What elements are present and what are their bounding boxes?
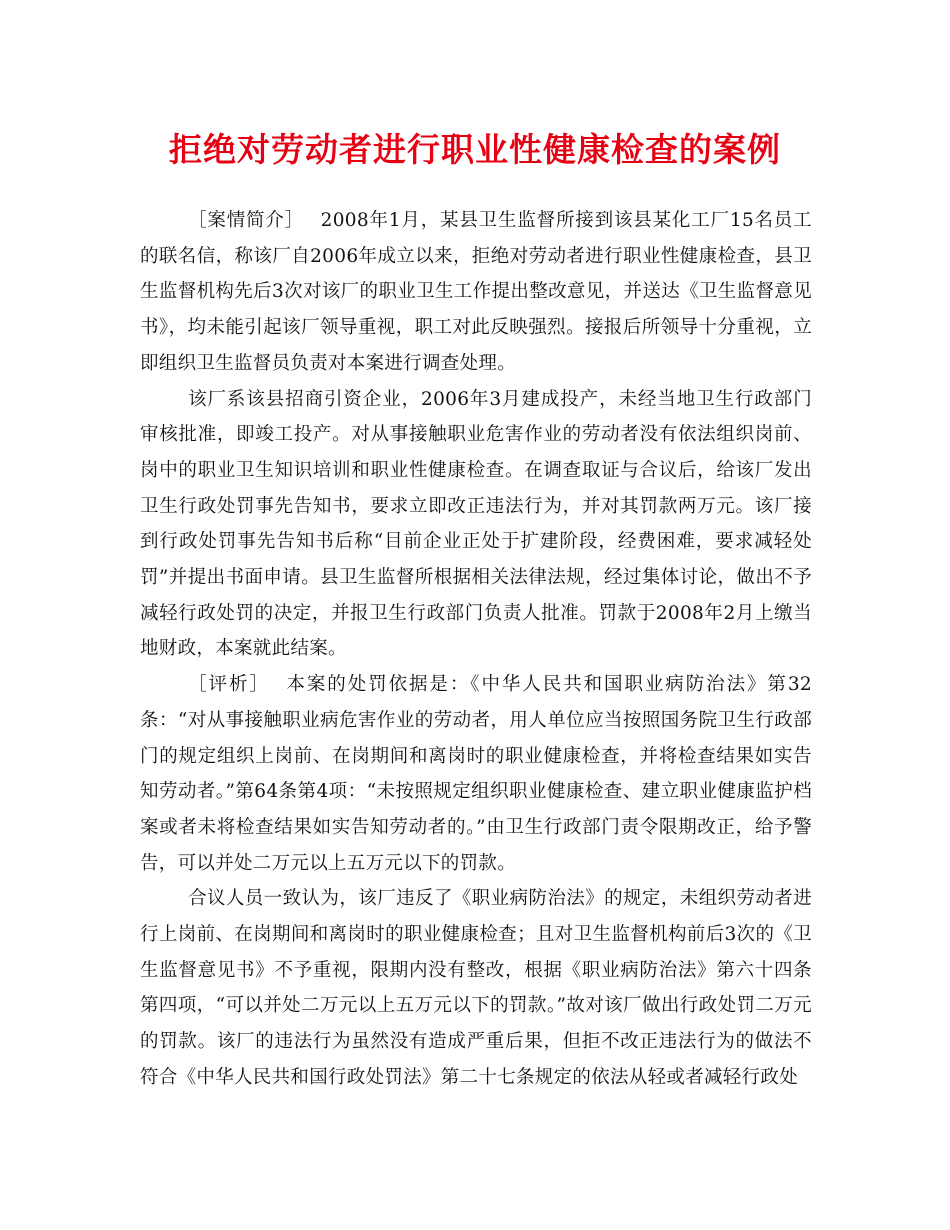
paragraph-case-detail [140,382,812,668]
document-body [140,203,812,1096]
document-title: 拒绝对劳动者进行职业性健康检查的案例 [169,130,781,169]
paragraph-text: 该厂系该县招商引资企业，2006年3月建成投产，未经当地卫生行政部门审核批准，即竣工投产。对从事接触职业危害作业的劳动者没有依法组织岗前、岗中的职业卫生知识培训和职业性健康检查。在调查取证与合议后，给该厂发出卫生行政处罚事先告知书，要求立即改正违法行为，并对其罚款两万元。该厂接到行政处罚事先告知书后称“目前企业正处于扩建阶段，经费困难，要求减轻处罚”并提出书面申请。县卫生监督所根据相关法律法规，经过集体讨论，做出不予减轻行政处罚的决定，并报卫生行政部门负责人批准。罚款于2008年2月上缴当地财政，本案就此结案。 [140,388,812,660]
paragraph-tag: ［评析］ [188,674,270,696]
paragraph-text: 本案的处罚依据是：《中华人民共和国职业病防治法》第32条：“对从事接触职业病危害作业的劳动者，用人单位应当按照国务院卫生行政部门的规定组织上岗前、在岗期间和离岗时的职业健康检查，并将检查结果如实告知劳动者。”第64条第4项：“未按照规定组织职业健康检查、建立职业健康监护档案或者未将检查结果如实告知劳动者的。”由卫生行政部门责令限期改正，给予警告，可以并处二万元以上五万元以下的罚款。 [140,674,812,874]
paragraph-case-summary [140,203,812,382]
paragraph-text: 合议人员一致认为，该厂违反了《职业病防治法》的规定，未组织劳动者进行上岗前、在岗期间和离岗时的职业健康检查；且对卫生监督机构前后3次的《卫生监督意见书》不予重视，限期内没有整改，根据《职业病防治法》第六十四条第四项，“可以并处二万元以上五万元以下的罚款。”故对该厂做出行政处罚二万元的罚款。该厂的违法行为虽然没有造成严重后果，但拒不改正违法行为的做法不符合《中华人民共和国行政处罚法》第二十七条规定的依法从轻或者减轻行政处 [140,888,812,1088]
paragraph-tag: ［案情简介］ [188,210,305,231]
paragraph-analysis [140,667,812,881]
paragraph-deliberation [140,881,812,1095]
paragraph-text: 2008年1月，某县卫生监督所接到该县某化工厂15名员工的联名信，称该厂自2006年成立以来，拒绝对劳动者进行职业性健康检查，县卫生监督机构先后3次对该厂的职业卫生工作提出整改意见，并送达《卫生监督意见书》，均未能引起该厂领导重视，职工对此反映强烈。接报后所领导十分重视，立即组织卫生监督员负责对本案进行调查处理。 [140,210,812,374]
